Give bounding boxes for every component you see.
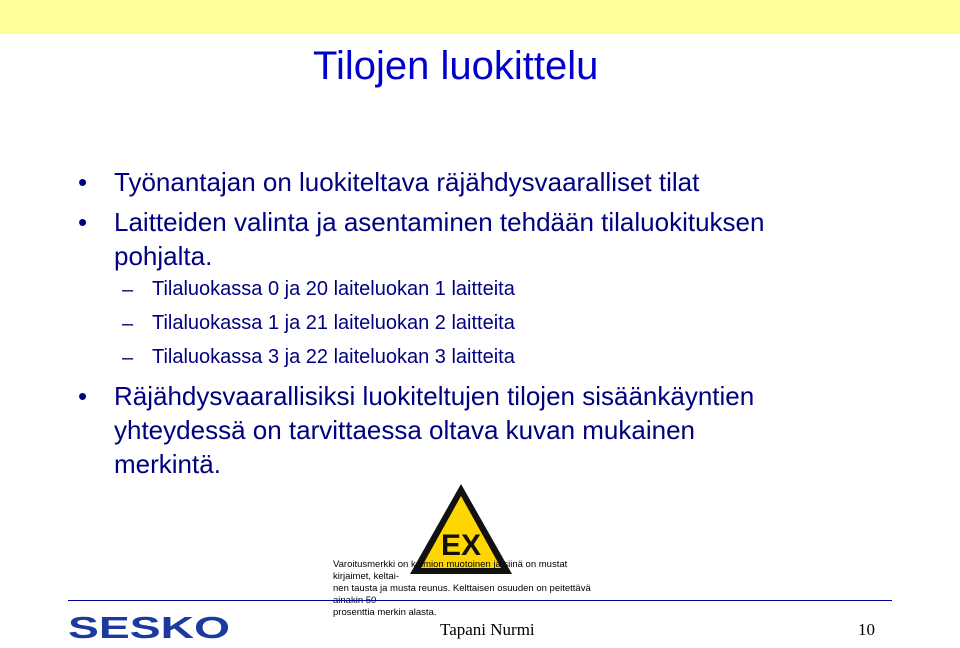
footer-divider	[68, 600, 892, 601]
sub-bullet-text: Tilaluokassa 1 ja 21 laiteluokan 2 laitteita	[152, 312, 515, 334]
page-number: 10	[858, 620, 875, 639]
bullet-item	[78, 205, 938, 273]
caption-line: prosenttia merkin alasta.	[333, 607, 437, 618]
sesko-logo	[68, 612, 232, 647]
sub-bullet-text: Tilaluokassa 0 ja 20 laiteluokan 1 laitteita	[152, 278, 515, 300]
dash-marker: –	[122, 313, 134, 335]
bullet-marker: •	[78, 207, 88, 237]
bullet-text: Työnantajan on luokiteltava räjähdysvaaralliset tilat	[114, 167, 700, 197]
footer-author: Tapani Nurmi	[440, 620, 535, 639]
slide-content	[78, 165, 938, 485]
caption-line: nen tausta ja musta reunus. Kelttaisen osuuden on peitettävä ainakin 50	[333, 583, 591, 606]
caption-line: Varoitusmerkki on kolmion muotoinen ja siinä on mustat kirjaimet, keltai-	[333, 559, 568, 582]
sub-bullet-item	[78, 277, 938, 301]
bullet-marker: •	[78, 381, 88, 411]
bullet-text-line: merkintä.	[114, 449, 221, 479]
sub-bullet-item	[78, 345, 938, 369]
slide-title: Tilojen luokittelu	[313, 44, 599, 88]
logo-text: SESKO	[68, 612, 230, 642]
bullet-text-line: yhteydessä on tarvittaessa oltava kuvan mukainen	[114, 415, 696, 445]
sub-bullet-text: Tilaluokassa 3 ja 22 laiteluokan 3 laitteita	[152, 346, 515, 368]
top-band	[0, 0, 960, 34]
sign-caption	[333, 559, 603, 619]
sub-bullet-item	[78, 311, 938, 335]
dash-marker: –	[122, 347, 134, 369]
dash-marker: –	[122, 279, 134, 301]
bullet-text-line: pohjalta.	[114, 241, 213, 271]
bullet-marker: •	[78, 167, 88, 197]
sesko-logo-icon	[68, 612, 232, 642]
bullet-item	[78, 379, 938, 481]
bullet-text-line: Räjähdysvaarallisiksi luokiteltujen tilojen sisäänkäyntien	[114, 381, 755, 411]
bullet-item	[78, 165, 938, 199]
bullet-text-line: Laitteiden valinta ja asentaminen tehdään tilaluokituksen	[114, 207, 765, 237]
sign-text: EX	[440, 529, 482, 562]
sub-bullet-list	[78, 277, 938, 369]
